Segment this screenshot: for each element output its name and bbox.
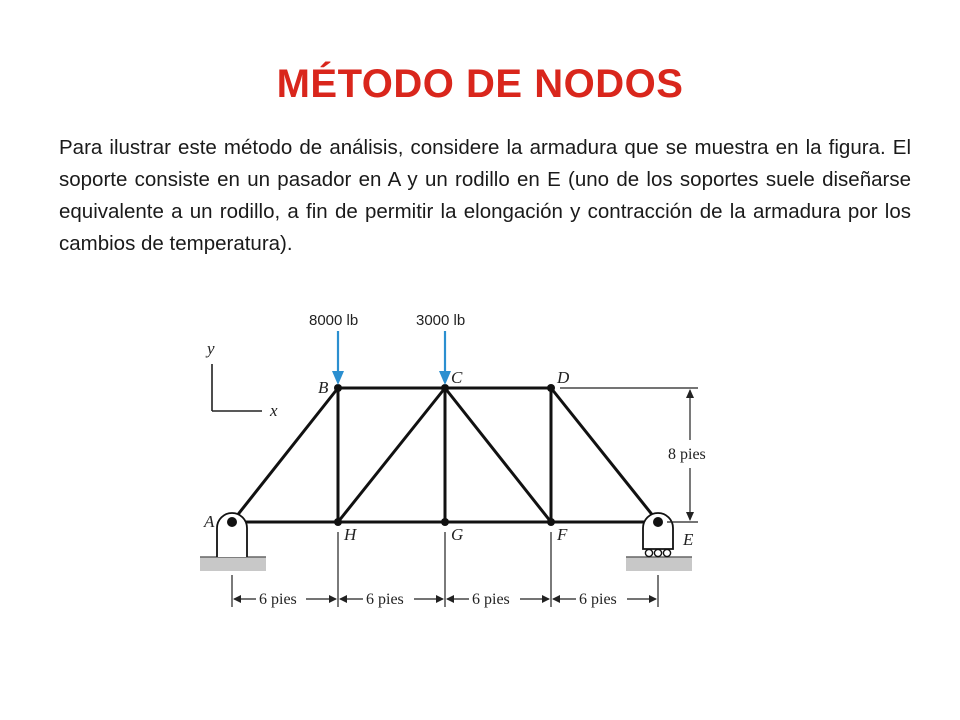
joint-D [547, 384, 555, 392]
load-arrow-B [332, 331, 344, 385]
load-arrow-C [439, 331, 451, 385]
node-label-D: D [557, 368, 570, 387]
node-label-F: F [557, 525, 568, 544]
joint-G [441, 518, 449, 526]
node-label-C: C [451, 368, 463, 387]
y-axis-label: y [207, 339, 215, 358]
span-dim-label-1: 6 pies [259, 591, 297, 608]
load-label-B: 8000 lb [309, 312, 359, 329]
member-HC [338, 388, 445, 522]
span-dim-label-3: 6 pies [472, 591, 510, 608]
node-label-G: G [451, 525, 464, 544]
load-label-C: 3000 lb [416, 312, 466, 329]
ground-A [200, 557, 266, 571]
node-label-A: A [204, 512, 215, 531]
height-dim-label: 8 pies [668, 446, 706, 463]
joint-B [334, 384, 342, 392]
joint-C [441, 384, 449, 392]
node-label-H: H [344, 525, 357, 544]
member-DE [551, 388, 658, 522]
span-dim-label-4: 6 pies [579, 591, 617, 608]
member-CF [445, 388, 551, 522]
joint-H [334, 518, 342, 526]
truss-members [232, 388, 658, 522]
node-label-E: E [683, 530, 694, 549]
ground-E [626, 557, 692, 571]
node-label-B: B [318, 378, 329, 397]
slide-title: MÉTODO DE NODOS [276, 62, 684, 106]
intro-paragraph: Para ilustrar este método de análisis, considere la armadura que se muestra en la figura. El soporte consiste en un pasador en A y un rodillo en E (uno de los soportes suele diseñarse equivalente a un rodillo, a fin de permitir la elongación y contracción de la armadura por los cambios de temperatura). [59, 136, 911, 255]
member-AB [232, 388, 338, 522]
span-dim-label-2: 6 pies [366, 591, 404, 608]
x-axis-label: x [270, 401, 278, 420]
axis-indicator [212, 364, 262, 411]
joint-F [547, 518, 555, 526]
